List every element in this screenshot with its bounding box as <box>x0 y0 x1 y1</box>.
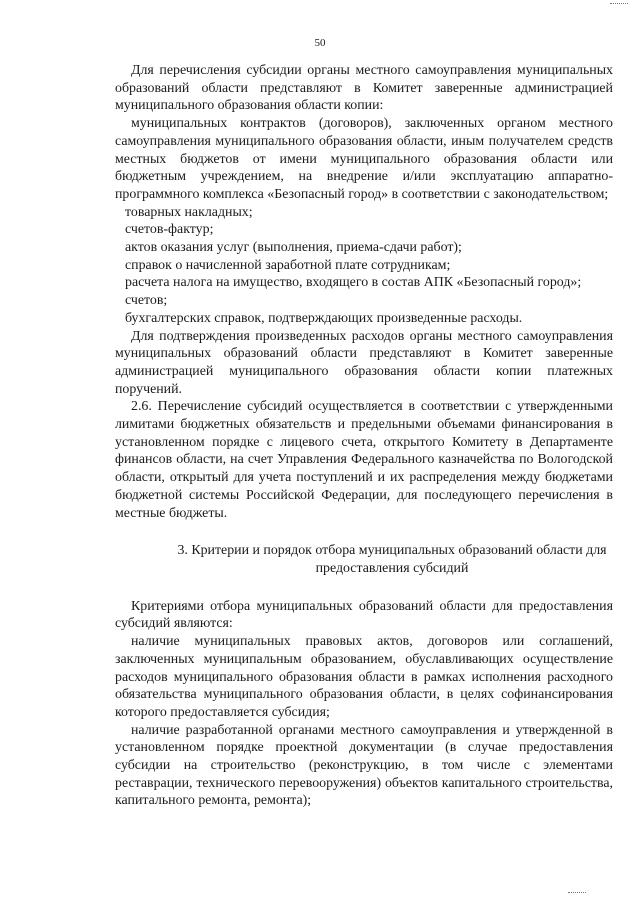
paragraph-criteria-intro: Критериями отбора муниципальных образований области для предоставления субсидий являются: <box>115 598 613 632</box>
paragraph-criterion-design-docs: наличие разработанной органами местного самоуправления и утвержденной в установленном порядке проектной документации (в случае предоставления субсидии на строительство (реконструкцию, в том числе с элементами реставрации, технического перевооружения) объектов капитального строительства, капитального ремонта, ремонта); <box>115 722 613 809</box>
list-item: счетов; <box>125 293 168 309</box>
document-body <box>115 62 613 810</box>
list-item: счетов-фактур; <box>125 222 214 238</box>
list-item: бухгалтерских справок, подтверждающих произведенные расходы. <box>125 310 523 326</box>
paragraph-copies-intro: Для перечисления субсидии органы местного самоуправления муниципальных образований области представляют в Комитет заверенные администрацией муниципального образования области копии: <box>115 63 613 114</box>
scan-mark-top <box>610 0 628 4</box>
paragraph-criterion-acts: наличие муниципальных правовых актов, договоров или соглашений, заключенных муниципальным образованием, обуславливающих осуществление расходов муниципального образования области в рамках исполнения расходного обязательства муниципального образования области, в целях софинансирования которого предоставляется субсидия; <box>115 634 613 720</box>
list-item: товарных накладных; <box>125 204 253 220</box>
list-item: актов оказания услуг (выполнения, приема-сдачи работ); <box>125 240 462 256</box>
paragraph-2-6: 2.6. Перечисление субсидий осуществляется в соответствии с утвержденными лимитами бюджетных обязательств и предельными объемами финансирования в установленном порядке с лицевого счета, открытого Комитету в Департаменте финансов области, на счет Управления Федерального казначейства по Вологодской области, открытый для учета поступлений и их распределения между бюджетами бюджетной системы Российской Федерации, для последующего перечисления в местные бюджеты. <box>115 399 613 521</box>
page-number: 50 <box>314 37 326 49</box>
paragraph-payment-orders: Для подтверждения произведенных расходов органы местного самоуправления муниципальных образований области представляют в Комитет заверенные администрацией муниципального образования области копии платежных поручений. <box>115 328 613 397</box>
scan-mark-bottom <box>568 889 586 893</box>
list-item: расчета налога на имущество, входящего в состав АПК «Безопасный город»; <box>125 275 582 291</box>
list-item: справок о начисленной заработной плате сотрудникам; <box>125 257 451 273</box>
section-heading <box>115 542 613 577</box>
section-3-title: 3. Критерии и порядок отбора муниципальных образований области для предоставления субсидий <box>177 543 607 576</box>
paragraph-contracts: муниципальных контрактов (договоров), заключенных органом местного самоуправления муниципального образования области, иным получателем средств местных бюджетов от имени муниципального образования области или бюджетным учреждением, на внедрение и/или эксплуатацию аппаратно-программного комплекса «Безопасный город» в соответствии с законодательством; <box>115 116 613 202</box>
